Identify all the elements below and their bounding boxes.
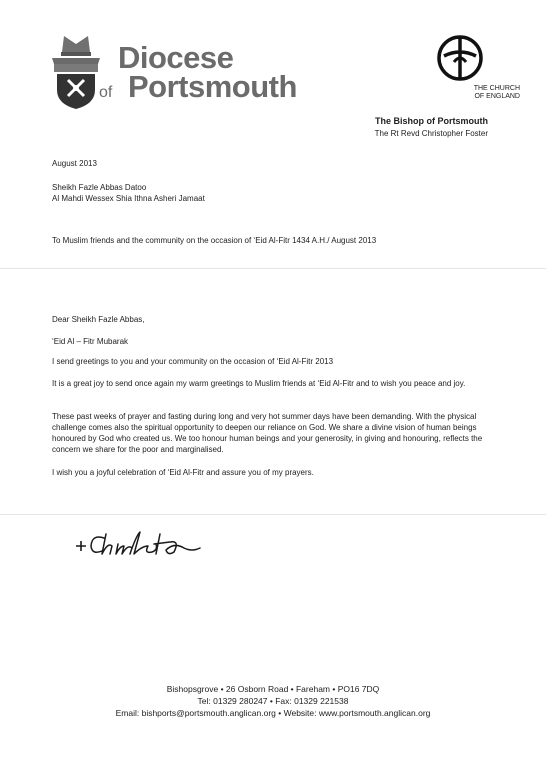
coe-line-2: OF ENGLAND [474, 93, 520, 100]
footer-address: Bishopsgrove • 26 Osborn Road • Fareham • PO16 7DQ [166, 684, 380, 694]
portsmouth-wordmark: Portsmouth [128, 69, 297, 104]
diocese-wordmark: Diocese [118, 40, 234, 75]
letter-subject: To Muslim friends and the community on the occasion of ‘Eid Al-Fitr 1434 A.H./ August 2013 [52, 236, 377, 245]
coe-line-1: THE CHURCH [473, 85, 520, 92]
footer-phone: Tel: 01329 280247 • Fax: 01329 221538 [197, 696, 349, 706]
paper-fold-line [0, 268, 546, 269]
paper-fold-line [0, 514, 546, 515]
bishop-title: The Bishop of Portsmouth [375, 116, 488, 126]
diocese-mitre-shield-icon [50, 34, 102, 110]
handwritten-signature [70, 526, 210, 562]
diocese-of-word: of [99, 84, 113, 101]
paragraph-2: It is a great joy to send once again my warm greetings to Muslim friends at ‘Eid Al-Fitr and to wish you peace and joy. [52, 379, 466, 388]
paragraph-4: I wish you a joyful celebration of ‘Eid Al-Fitr and assure you of my prayers. [52, 468, 314, 477]
paragraph-3: These past weeks of prayer and fasting during long and very hot summer days have been demanding. With the physical challenge comes also the spiritual opportunity to deepen our reliance on God. We share a divine vision of human beings honoured by God who created us. We too honour human beings and your generosity, in giving and honouring, reflects the concern we share for the poor and marginalised. [52, 412, 483, 454]
church-of-england-logo-icon [436, 34, 484, 82]
eid-greeting: ‘Eid Al – Fitr Mubarak [52, 337, 129, 346]
paragraph-1: I send greetings to you and your community on the occasion of ‘Eid Al-Fitr 2013 [52, 357, 334, 366]
salutation: Dear Sheikh Fazle Abbas, [52, 315, 145, 324]
recipient-organisation: Al Mahdi Wessex Shia Ithna Asheri Jamaat [52, 194, 205, 203]
recipient-name: Sheikh Fazle Abbas Datoo [52, 183, 147, 192]
church-of-england-text [420, 85, 520, 101]
footer-contact: Email: bishports@portsmouth.anglican.org • Website: www.portsmouth.anglican.org [115, 708, 431, 718]
bishop-name: The Rt Revd Christopher Foster [374, 129, 488, 138]
letter-date: August 2013 [52, 159, 97, 168]
